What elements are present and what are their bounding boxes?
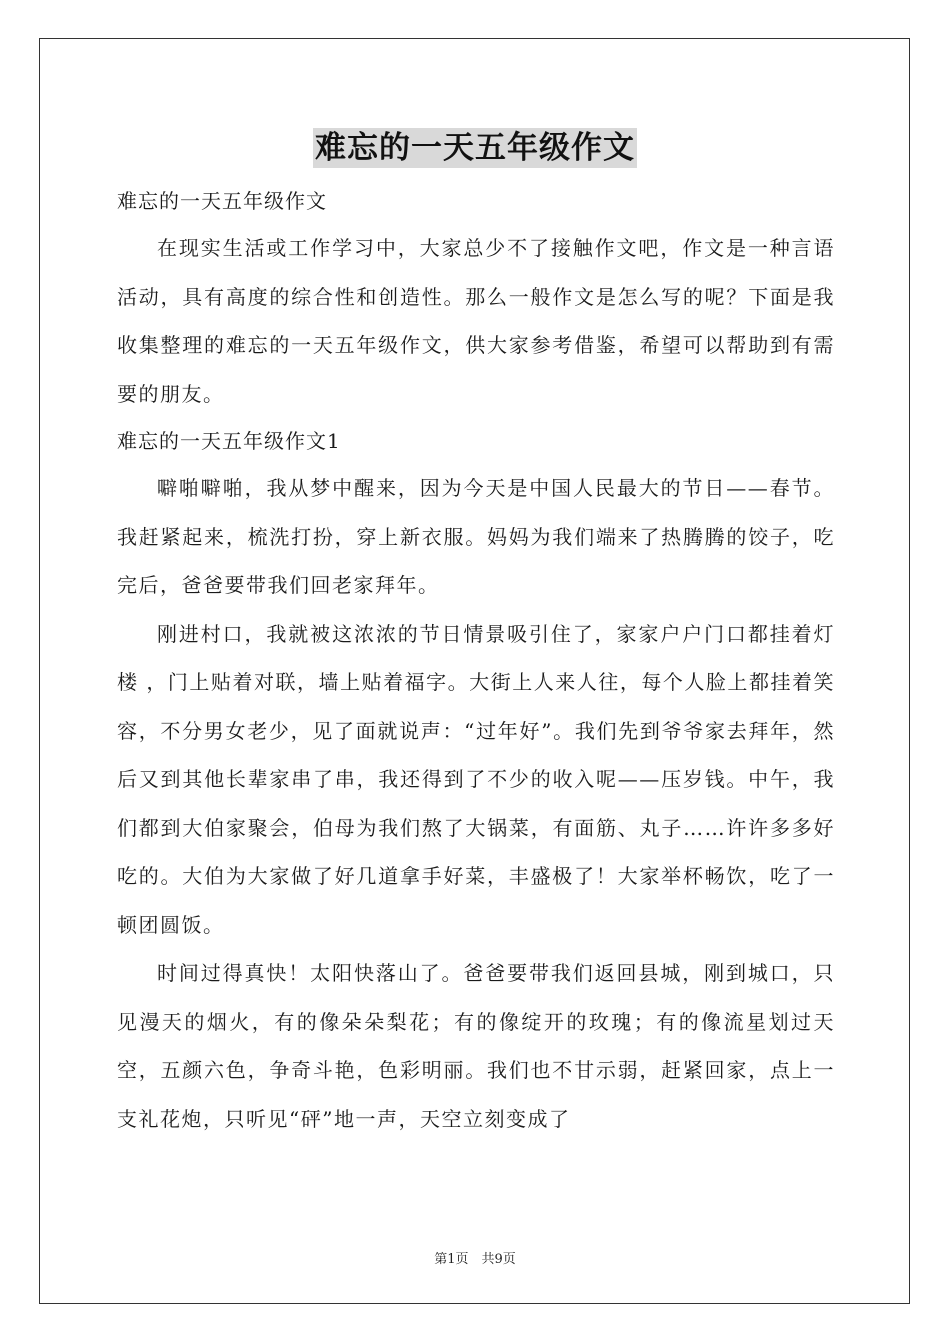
document-subtitle: 难忘的一天五年级作文 xyxy=(117,189,327,213)
document-body xyxy=(117,178,835,1143)
body-paragraph-2: 刚进村口，我就被这浓浓的节日情景吸引住了，家家户户门口都挂着灯楼 ，门上贴着对联，墙上贴着福字。大街上人来人往，每个人脸上都挂着笑容，不分男女老少，见了面就说声：“过年好”。我们先到爷爷家去拜年，然后又到其他长辈家串了串，我还得到了不少的收入呢——压岁钱。中午，我们都到大伯家聚会，伯母为我们熬了大锅菜，有面筋、丸子……许许多多好吃的。大伯为大家做了好几道拿手好菜，丰盛极了！大家举杯畅饮，吃了一顿团圆饭。 xyxy=(117,621,835,937)
section-heading: 难忘的一天五年级作文1 xyxy=(117,429,341,453)
page-number: 第1页 共9页 xyxy=(434,1252,516,1267)
page-footer xyxy=(0,1248,950,1267)
body-paragraph-3: 时间过得真快！太阳快落山了。爸爸要带我们返回县城，刚到城口，只见漫天的烟火，有的像朵朵梨花；有的像绽开的玫瑰；有的像流星划过天空，五颜六色，争奇斗艳，色彩明丽。我们也不甘示弱，赶紧回家，点上一支礼花炮，只听见“砰”地一声，天空立刻变成了 xyxy=(117,961,835,1131)
intro-paragraph: 在现实生活或工作学习中，大家总少不了接触作文吧，作文是一种言语活动，具有高度的综合性和创造性。那么一般作文是怎么写的呢？下面是我收集整理的难忘的一天五年级作文，供大家参考借鉴，希望可以帮助到有需要的朋友。 xyxy=(117,236,835,406)
body-paragraph-1: 噼啪噼啪，我从梦中醒来，因为今天是中国人民最大的节日——春节。我赶紧起来，梳洗打扮，穿上新衣服。妈妈为我们端来了热腾腾的饺子，吃完后，爸爸要带我们回老家拜年。 xyxy=(117,476,835,597)
title-container xyxy=(0,128,950,168)
document-title: 难忘的一天五年级作文 xyxy=(315,130,635,166)
